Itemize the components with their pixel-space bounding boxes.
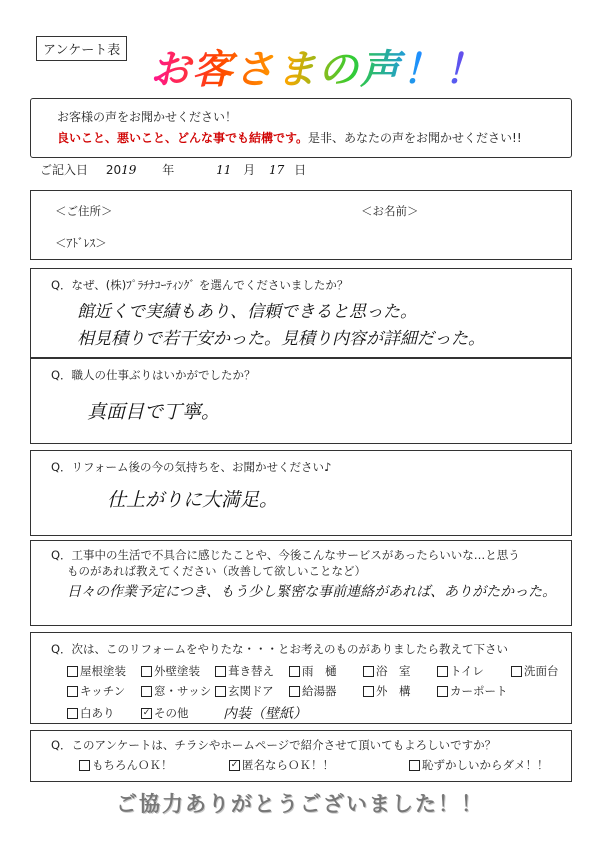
address-box xyxy=(30,190,572,260)
checkbox-box xyxy=(67,708,78,719)
question-1-box xyxy=(30,268,572,358)
checkbox-other[interactable]: ✓ その他 xyxy=(142,706,189,720)
question-2: Q．職人の仕事ぶりはいかがでしたか？ xyxy=(51,368,256,382)
checkbox-box xyxy=(511,666,522,677)
checkbox-gutter[interactable]: 雨 樋 xyxy=(289,663,363,679)
question-2-box xyxy=(30,358,572,444)
date-day: 17 xyxy=(269,163,285,177)
checkbox-box xyxy=(409,760,420,771)
date-month: 11 xyxy=(216,163,232,177)
page-title: お客さまの声！！ xyxy=(150,38,486,95)
date-year-handwritten: 19 xyxy=(121,163,137,177)
checkbox-row-3 xyxy=(67,703,307,723)
checkbox-reroofing[interactable]: 葺き替え xyxy=(215,663,289,679)
question-3-box xyxy=(30,450,572,536)
question-4-line2: ものがあれば教えてください（改善して欲しいことなど） xyxy=(67,564,366,578)
checkbox-box xyxy=(437,666,448,677)
checkbox-window-sash[interactable]: 窓・サッシ xyxy=(141,683,215,699)
option-anonymous-ok[interactable]: ✓ 匿名ならＯＫ！！ xyxy=(230,758,334,772)
checkbox-box xyxy=(79,760,90,771)
answer-4: 日々の作業予定につき、もう少し緊密な事前連絡があれば、ありがたかった。 xyxy=(67,584,557,600)
checkbox-box xyxy=(67,666,78,677)
intro-line2-rest: 是非、あなたの声をお聞かせください!! xyxy=(308,131,522,145)
checkbox-kitchen[interactable]: キッチン xyxy=(67,683,141,699)
thank-you-message: ご協力ありがとうございました！！ xyxy=(116,792,484,816)
permission-options xyxy=(79,757,569,773)
checkbox-box xyxy=(437,686,448,697)
checkbox-carport[interactable]: カーポート xyxy=(437,683,511,699)
checkbox-bathroom[interactable]: 浴 室 xyxy=(363,663,437,679)
intro-line2 xyxy=(57,129,522,146)
checkbox-box xyxy=(67,686,78,697)
date-month-unit: 月 xyxy=(243,163,256,177)
checkbox-box xyxy=(141,666,152,677)
intro-line2-emphasis: 良いこと、悪いこと、どんな事でも結構です。 xyxy=(57,131,309,145)
question-4-line1: Q．工事中の生活で不具合に感じたことや、今後こんなサービスがあったらいいな…と思う xyxy=(51,548,520,562)
date-year-unit: 年 xyxy=(162,163,175,177)
checkbox-box xyxy=(215,666,226,677)
checkbox-box xyxy=(289,686,300,697)
checkbox-termite[interactable]: 白あり xyxy=(67,703,141,723)
checkbox-box xyxy=(363,686,374,697)
answer-2: 真面目で丁寧。 xyxy=(87,401,221,423)
name-label: ＜お名前＞ xyxy=(361,204,419,218)
checkbox-roof-paint[interactable]: 屋根塗装 xyxy=(67,663,141,679)
checkbox-box xyxy=(289,666,300,677)
question-5-box xyxy=(30,632,572,724)
checkbox-water-heater[interactable]: 給湯器 xyxy=(289,683,363,699)
survey-badge: アンケート表 xyxy=(36,36,127,61)
email-label: ＜ｱﾄﾞﾚｽ＞ xyxy=(55,236,107,250)
checkbox-row-2 xyxy=(67,683,511,699)
answer-1-line2: 相見積りで若干安かった。見積り内容が詳細だった。 xyxy=(77,329,485,349)
checkbox-box xyxy=(363,666,374,677)
answer-1-line1: 館近くで実績もあり、信頼できると思った。 xyxy=(77,302,417,322)
address-label: ＜ご住所＞ xyxy=(55,204,113,218)
question-6-box xyxy=(30,730,572,782)
date-year-prefix: 20 xyxy=(105,163,122,177)
check-mark-icon: ✓ xyxy=(230,759,239,770)
intro-line1: お客様の声をお聞かせください！ xyxy=(57,110,238,124)
checkbox-row-1 xyxy=(67,663,585,679)
checkbox-toilet[interactable]: トイレ xyxy=(437,663,511,679)
question-1: Q．なぜ、(株)ﾌﾟﾗﾁﾅｺｰﾃｨﾝｸﾞ を選んでくださいましたか？ xyxy=(51,278,349,292)
intro-banner xyxy=(30,98,572,158)
option-ok[interactable]: もちろんＯＫ！ xyxy=(79,757,229,773)
checkbox-box xyxy=(215,686,226,697)
checkbox-exterior-wall-paint[interactable]: 外壁塗装 xyxy=(141,663,215,679)
option-no[interactable]: 恥ずかしいからダメ！！ xyxy=(409,757,569,773)
date-day-unit: 日 xyxy=(294,163,307,177)
checkbox-exterior-works[interactable]: 外 構 xyxy=(363,683,437,699)
other-answer: 内装（壁紙） xyxy=(223,706,307,722)
checkbox-entrance-door[interactable]: 玄関ドア xyxy=(215,683,289,699)
answer-3: 仕上がりに大満足。 xyxy=(107,489,279,511)
entry-date xyxy=(40,161,306,178)
checkbox-box xyxy=(141,686,152,697)
date-label: ご記入日 xyxy=(40,163,89,177)
check-mark-icon: ✓ xyxy=(142,707,151,718)
question-6: Q．このアンケートは、チラシやホームページで紹介させて頂いてもよろしいですか？ xyxy=(51,738,497,752)
checkbox-washbasin[interactable]: 洗面台 xyxy=(511,663,585,679)
question-3: Q．リフォーム後の今の気持ちを、お聞かせください♪ xyxy=(51,460,332,474)
question-5: Q．次は、このリフォームをやりたな・・・とお考えのものがありましたら教えて下さい xyxy=(51,642,508,656)
question-4-box xyxy=(30,540,572,626)
